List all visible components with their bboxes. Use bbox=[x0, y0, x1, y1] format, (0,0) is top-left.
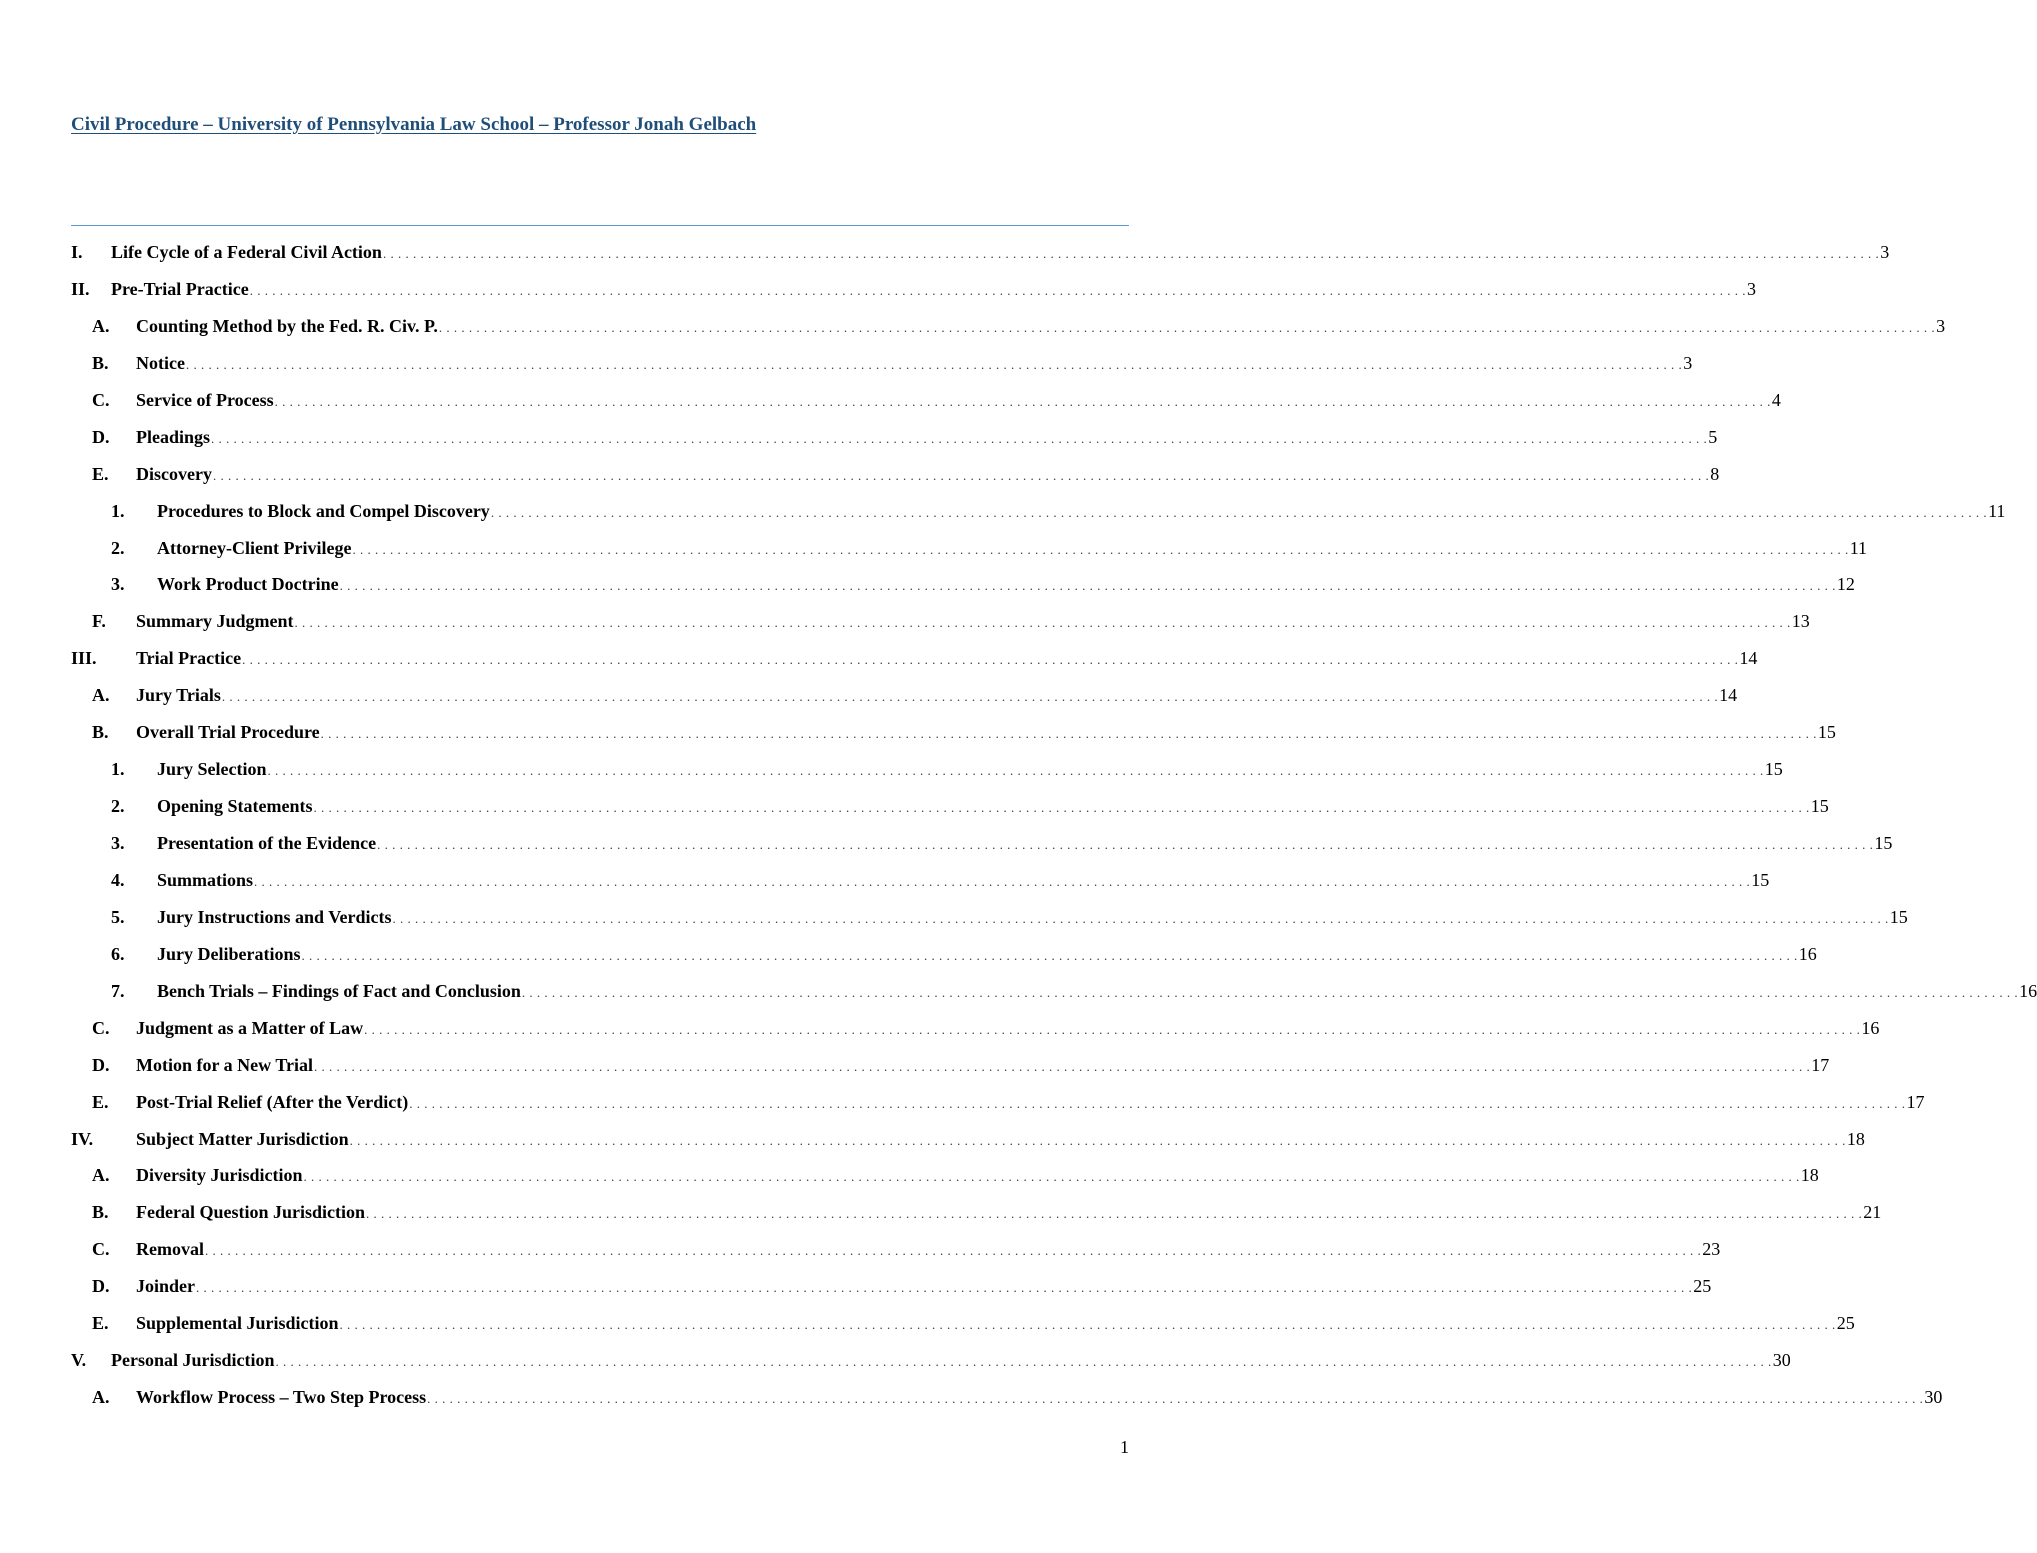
toc-entry-page: 5 bbox=[1708, 426, 1718, 447]
toc-dot-leader: . . . . . . . . . . . . . . . . . . . . . . . . . . . . . . . . . . . . . . . . . . . . . . . . . . . . . . . . . . . . . . . . . . . . . . . . . . . . . . . . . . . . . . . . . . . . . . . . . . . . . . . . . . . . . . . . . . . . . . . . . . . . . . . . . . . . . . . . . . . . . . . . . . . . . . . . . . . . . . . . . . . . . . . . . . . . . . . . . . . . . . . . . . . . . . . . . . . . . . . . bbox=[364, 1021, 1861, 1037]
toc-entry[interactable] bbox=[71, 1157, 1819, 1194]
toc-entry-line bbox=[136, 315, 1946, 337]
toc-entry-number: III. bbox=[71, 648, 97, 669]
toc-entry-number: V. bbox=[71, 1350, 87, 1371]
toc-entry-line bbox=[136, 1054, 1830, 1076]
toc-entry-line bbox=[157, 869, 1770, 891]
toc-entry[interactable] bbox=[71, 1231, 1721, 1268]
toc-dot-leader: . . . . . . . . . . . . . . . . . . . . . . . . . . . . . . . . . . . . . . . . . . . . . . . . . . . . . . . . . . . . . . . . . . . . . . . . . . . . . . . . . . . . . . . . . . . . . . . . . . . . . . . . . . . . . . . . . . . . . . . . . . . . . . . . . . . . . . . . . . . . . . . . . . . . . . . . . . . . . . . . . . . . . . . . . . . . . . . . . . . . . . . . . . . . . . . . . . . . . . . . bbox=[294, 615, 1791, 631]
page-number: 1 bbox=[1120, 1437, 1129, 1457]
toc-entry-number: 1. bbox=[111, 500, 125, 521]
toc-entry-title[interactable]: Notice bbox=[136, 352, 185, 373]
toc-entry-title[interactable]: Jury Trials bbox=[136, 685, 221, 706]
toc-entry-number: 2. bbox=[111, 796, 125, 817]
toc-entry-title[interactable]: Life Cycle of a Federal Civil Action bbox=[111, 242, 382, 262]
toc-entry-title[interactable]: Workflow Process – Two Step Process bbox=[136, 1387, 427, 1408]
toc-entry-line bbox=[136, 648, 1758, 669]
toc-entry-title[interactable]: Post-Trial Relief (After the Verdict) bbox=[136, 1091, 409, 1112]
toc-entry-page: 15 bbox=[1764, 759, 1783, 780]
toc-entry-title[interactable]: Supplemental Jurisdiction bbox=[136, 1313, 339, 1334]
toc-dot-leader: . . . . . . . . . . . . . . . . . . . . . . . . . . . . . . . . . . . . . . . . . . . . . . . . . . . . . . . . . . . . . . . . . . . . . . . . . . . . . . . . . . . . . . . . . . . . . . . . . . . . . . . . . . . . . . . . . . . . . . . . . . . . . . . . . . . . . . . . . . . . . . . . . . . . . . . . . . . . . . . . . . . . . . . . . . . . . . . . . . . . . . . . . . . . . . . . . . . . . . . . bbox=[409, 1095, 1906, 1111]
toc-dot-leader: . . . . . . . . . . . . . . . . . . . . . . . . . . . . . . . . . . . . . . . . . . . . . . . . . . . . . . . . . . . . . . . . . . . . . . . . . . . . . . . . . . . . . . . . . . . . . . . . . . . . . . . . . . . . . . . . . . . . . . . . . . . . . . . . . . . . . . . . . . . . . . . . . . . . . . . . . . . . . . . . . . . . . . . . . . . . . . . . . . . . . . . . . . . . . . . . . . . . . . . . bbox=[249, 282, 1747, 298]
table-of-contents bbox=[71, 234, 2037, 1416]
toc-entry-line bbox=[157, 943, 1817, 965]
toc-entry-page: 18 bbox=[1800, 1165, 1819, 1186]
toc-entry[interactable] bbox=[71, 751, 1783, 788]
toc-entry-page: 3 bbox=[1747, 278, 1757, 299]
toc-dot-leader: . . . . . . . . . . . . . . . . . . . . . . . . . . . . . . . . . . . . . . . . . . . . . . . . . . . . . . . . . . . . . . . . . . . . . . . . . . . . . . . . . . . . . . . . . . . . . . . . . . . . . . . . . . . . . . . . . . . . . . . . . . . . . . . . . . . . . . . . . . . . . . . . . . . . . . . . . . . . . . . . . . . . . . . . . . . . . . . . . . . . . . . . . . . . . . . . . . . . . . . . bbox=[242, 652, 1739, 668]
toc-dot-leader: . . . . . . . . . . . . . . . . . . . . . . . . . . . . . . . . . . . . . . . . . . . . . . . . . . . . . . . . . . . . . . . . . . . . . . . . . . . . . . . . . . . . . . . . . . . . . . . . . . . . . . . . . . . . . . . . . . . . . . . . . . . . . . . . . . . . . . . . . . . . . . . . . . . . . . . . . . . . . . . . . . . . . . . . . . . . . . . . . . . . . . . . . . . . . . . . . . . . . . . . bbox=[303, 1169, 1800, 1185]
toc-entry-line bbox=[136, 1091, 1925, 1113]
toc-entry-title[interactable]: Attorney-Client Privilege bbox=[157, 537, 352, 558]
toc-entry-line bbox=[136, 352, 1693, 374]
toc-dot-leader: . . . . . . . . . . . . . . . . . . . . . . . . . . . . . . . . . . . . . . . . . . . . . . . . . . . . . . . . . . . . . . . . . . . . . . . . . . . . . . . . . . . . . . . . . . . . . . . . . . . . . . . . . . . . . . . . . . . . . . . . . . . . . . . . . . . . . . . . . . . . . . . . . . . . . . . . . . . . . . . . . . . . . . . . . . . . . . . . . . . . . . . . . . . . . . . . . . . . . . . . bbox=[521, 984, 2019, 1000]
toc-dot-leader: . . . . . . . . . . . . . . . . . . . . . . . . . . . . . . . . . . . . . . . . . . . . . . . . . . . . . . . . . . . . . . . . . . . . . . . . . . . . . . . . . . . . . . . . . . . . . . . . . . . . . . . . . . . . . . . . . . . . . . . . . . . . . . . . . . . . . . . . . . . . . . . . . . . . . . . . . . . . . . . . . . . . . . . . . . . . . . . . . . . . . . . . . . . . . . . . . . . . . . . . bbox=[377, 837, 1874, 852]
toc-entry-title[interactable]: Personal Jurisdiction bbox=[111, 1350, 275, 1371]
toc-dot-leader: . . . . . . . . . . . . . . . . . . . . . . . . . . . . . . . . . . . . . . . . . . . . . . . . . . . . . . . . . . . . . . . . . . . . . . . . . . . . . . . . . . . . . . . . . . . . . . . . . . . . . . . . . . . . . . . . . . . . . . . . . . . . . . . . . . . . . . . . . . . . . . . . . . . . . . . . . . . . . . . . . . . . . . . . . . . . . . . . . . . . . . . . . . . . . . . . . . . . . . . . bbox=[301, 947, 1798, 963]
toc-entry-number: 4. bbox=[111, 869, 125, 890]
toc-entry-title[interactable]: Subject Matter Jurisdiction bbox=[136, 1128, 349, 1149]
toc-entry[interactable] bbox=[71, 530, 1868, 567]
toc-dot-leader: . . . . . . . . . . . . . . . . . . . . . . . . . . . . . . . . . . . . . . . . . . . . . . . . . . . . . . . . . . . . . . . . . . . . . . . . . . . . . . . . . . . . . . . . . . . . . . . . . . . . . . . . . . . . . . . . . . . . . . . . . . . . . . . . . . . . . . . . . . . . . . . . . . . . . . . . . . . . . . . . . . . . . . . . . . . . . . . . . . . . . . . . . . . . . . . . . . . . . . . . bbox=[392, 910, 1889, 926]
toc-entry-number: 5. bbox=[111, 906, 125, 927]
toc-entry[interactable] bbox=[71, 566, 1855, 603]
toc-entry-number: B. bbox=[92, 722, 109, 743]
toc-entry-title[interactable]: Joinder bbox=[136, 1276, 196, 1297]
toc-entry-title[interactable]: Summations bbox=[157, 869, 254, 890]
toc-entry-title[interactable]: Pre-Trial Practice bbox=[111, 278, 249, 299]
toc-entry-line bbox=[136, 1239, 1721, 1260]
toc-divider bbox=[71, 225, 1129, 226]
toc-dot-leader: . . . . . . . . . . . . . . . . . . . . . . . . . . . . . . . . . . . . . . . . . . . . . . . . . . . . . . . . . . . . . . . . . . . . . . . . . . . . . . . . . . . . . . . . . . . . . . . . . . . . . . . . . . . . . . . . . . . . . . . . . . . . . . . . . . . . . . . . . . . . . . . . . . . . . . . . . . . . . . . . . . . . . . . . . . . . . . . . . . . . . . . . . . . . . . . . . . . . . . . . bbox=[366, 1206, 1863, 1222]
toc-entry[interactable] bbox=[71, 1379, 1943, 1416]
toc-entry-page: 12 bbox=[1836, 574, 1855, 595]
toc-entry-title[interactable]: Motion for a New Trial bbox=[136, 1054, 313, 1075]
toc-dot-leader: . . . . . . . . . . . . . . . . . . . . . . . . . . . . . . . . . . . . . . . . . . . . . . . . . . . . . . . . . . . . . . . . . . . . . . . . . . . . . . . . . . . . . . . . . . . . . . . . . . . . . . . . . . . . . . . . . . . . . . . . . . . . . . . . . . . . . . . . . . . . . . . . . . . . . . . . . . . . . . . . . . . . . . . . . . . . . . . . . . . . . . . . . . . . . . . . . . . . . . . . bbox=[427, 1391, 1924, 1407]
toc-entry-number: A. bbox=[92, 685, 110, 706]
toc-entry-title[interactable]: Jury Deliberations bbox=[157, 943, 301, 964]
toc-entry-number: C. bbox=[92, 1017, 110, 1038]
toc-entry-page: 16 bbox=[1861, 1017, 1880, 1038]
toc-entry[interactable] bbox=[71, 1121, 1865, 1158]
toc-entry[interactable] bbox=[71, 1305, 1855, 1342]
toc-entry-title[interactable]: Trial Practice bbox=[136, 648, 242, 669]
toc-entry[interactable] bbox=[71, 1194, 1882, 1231]
toc-dot-leader: . . . . . . . . . . . . . . . . . . . . . . . . . . . . . . . . . . . . . . . . . . . . . . . . . . . . . . . . . . . . . . . . . . . . . . . . . . . . . . . . . . . . . . . . . . . . . . . . . . . . . . . . . . . . . . . . . . . . . . . . . . . . . . . . . . . . . . . . . . . . . . . . . . . . . . . . . . . . . . . . . . . . . . . . . . . . . . . . . . . . . . . . . . . . . . . . . . . . . . . . bbox=[196, 1280, 1693, 1296]
toc-dot-leader: . . . . . . . . . . . . . . . . . . . . . . . . . . . . . . . . . . . . . . . . . . . . . . . . . . . . . . . . . . . . . . . . . . . . . . . . . . . . . . . . . . . . . . . . . . . . . . . . . . . . . . . . . . . . . . . . . . . . . . . . . . . . . . . . . . . . . . . . . . . . . . . . . . . . . . . . . . . . . . . . . . . . . . . . . . . . . . . . . . . . . . . . . . . . . . . . . . . . . . . . bbox=[490, 504, 1988, 520]
toc-entry[interactable] bbox=[71, 677, 1738, 714]
toc-dot-leader: . . . . . . . . . . . . . . . . . . . . . . . . . . . . . . . . . . . . . . . . . . . . . . . . . . . . . . . . . . . . . . . . . . . . . . . . . . . . . . . . . . . . . . . . . . . . . . . . . . . . . . . . . . . . . . . . . . . . . . . . . . . . . . . . . . . . . . . . . . . . . . . . . . . . . . . . . . . . . . . . . . . . . . . . . . . . . . . . . . . . . . . . . . . . . . . . . . . . . . . . bbox=[274, 393, 1771, 409]
toc-entry-page: 4 bbox=[1771, 389, 1781, 410]
toc-entry-page: 17 bbox=[1906, 1091, 1925, 1112]
toc-entry-page: 30 bbox=[1924, 1387, 1943, 1408]
toc-entry[interactable] bbox=[71, 345, 1693, 382]
toc-dot-leader: . . . . . . . . . . . . . . . . . . . . . . . . . . . . . . . . . . . . . . . . . . . . . . . . . . . . . . . . . . . . . . . . . . . . . . . . . . . . . . . . . . . . . . . . . . . . . . . . . . . . . . . . . . . . . . . . . . . . . . . . . . . . . . . . . . . . . . . . . . . . . . . . . . . . . . . . . . . . . . . . . . . . . . . . . . . . . . . . . . . . . . . . . . . . . . . . . . . . . . . . bbox=[204, 1243, 1702, 1259]
toc-entry-number: C. bbox=[92, 1239, 110, 1260]
toc-entry[interactable] bbox=[71, 862, 1770, 899]
toc-entry-page: 16 bbox=[1798, 943, 1817, 964]
toc-entry-number: D. bbox=[92, 426, 110, 447]
toc-dot-leader: . . . . . . . . . . . . . . . . . . . . . . . . . . . . . . . . . . . . . . . . . . . . . . . . . . . . . . . . . . . . . . . . . . . . . . . . . . . . . . . . . . . . . . . . . . . . . . . . . . . . . . . . . . . . . . . . . . . . . . . . . . . . . . . . . . . . . . . . . . . . . . . . . . . . . . . . . . . . . . . . . . . . . . . . . . . . . . . . . . . . . . . . . . . . . . . . . . . . . . . . bbox=[438, 319, 1936, 335]
toc-dot-leader: . . . . . . . . . . . . . . . . . . . . . . . . . . . . . . . . . . . . . . . . . . . . . . . . . . . . . . . . . . . . . . . . . . . . . . . . . . . . . . . . . . . . . . . . . . . . . . . . . . . . . . . . . . . . . . . . . . . . . . . . . . . . . . . . . . . . . . . . . . . . . . . . . . . . . . . . . . . . . . . . . . . . . . . . . . . . . . . . . . . . . . . . . . . . . . . . . . . . . . . . bbox=[211, 430, 1708, 446]
toc-entry-title[interactable]: Presentation of the Evidence bbox=[157, 833, 377, 853]
document-title: Civil Procedure – University of Pennsylvania Law School – Professor Jonah Gelbach bbox=[71, 114, 757, 135]
toc-entry-number: IV. bbox=[71, 1128, 94, 1149]
toc-entry-line bbox=[157, 796, 1829, 817]
toc-entry[interactable] bbox=[71, 456, 1720, 493]
toc-entry-page: 15 bbox=[1817, 722, 1836, 743]
toc-entry-number: A. bbox=[92, 1387, 110, 1408]
toc-entry-number: 6. bbox=[111, 943, 125, 964]
toc-entry-line bbox=[111, 242, 1890, 263]
toc-entry-title[interactable]: Pleadings bbox=[136, 426, 211, 447]
toc-dot-leader: . . . . . . . . . . . . . . . . . . . . . . . . . . . . . . . . . . . . . . . . . . . . . . . . . . . . . . . . . . . . . . . . . . . . . . . . . . . . . . . . . . . . . . . . . . . . . . . . . . . . . . . . . . . . . . . . . . . . . . . . . . . . . . . . . . . . . . . . . . . . . . . . . . . . . . . . . . . . . . . . . . . . . . . . . . . . . . . . . . . . . . . . . . . . . . . . . . . . . . . . bbox=[352, 541, 1849, 557]
toc-dot-leader: . . . . . . . . . . . . . . . . . . . . . . . . . . . . . . . . . . . . . . . . . . . . . . . . . . . . . . . . . . . . . . . . . . . . . . . . . . . . . . . . . . . . . . . . . . . . . . . . . . . . . . . . . . . . . . . . . . . . . . . . . . . . . . . . . . . . . . . . . . . . . . . . . . . . . . . . . . . . . . . . . . . . . . . . . . . . . . . . . . . . . . . . . . . . . . . . . . . . . . . . bbox=[185, 356, 1683, 372]
toc-entry-line bbox=[157, 906, 1908, 928]
toc-entry-title[interactable]: Service of Process bbox=[136, 389, 274, 410]
toc-entry-title[interactable]: Jury Selection bbox=[157, 759, 267, 780]
toc-dot-leader: . . . . . . . . . . . . . . . . . . . . . . . . . . . . . . . . . . . . . . . . . . . . . . . . . . . . . . . . . . . . . . . . . . . . . . . . . . . . . . . . . . . . . . . . . . . . . . . . . . . . . . . . . . . . . . . . . . . . . . . . . . . . . . . . . . . . . . . . . . . . . . . . . . . . . . . . . . . . . . . . . . . . . . . . . . . . . . . . . . . . . . . . . . . . . . . . . . . . . . . . bbox=[221, 689, 1719, 705]
toc-entry-title[interactable]: Diversity Jurisdiction bbox=[136, 1165, 303, 1186]
toc-entry-line bbox=[136, 1202, 1882, 1223]
toc-entry-line bbox=[136, 1276, 1712, 1297]
toc-entry-line bbox=[157, 980, 2037, 1002]
toc-entry-page: 11 bbox=[1988, 500, 2006, 521]
toc-entry-line bbox=[136, 1017, 1880, 1039]
toc-entry-line bbox=[136, 426, 1718, 448]
toc-entry-title[interactable]: Work Product Doctrine bbox=[157, 574, 339, 595]
toc-entry[interactable] bbox=[71, 493, 2006, 530]
toc-entry-line bbox=[136, 1128, 1865, 1150]
toc-entry-line bbox=[157, 833, 1893, 854]
toc-entry-page: 8 bbox=[1710, 463, 1720, 484]
toc-entry-number: E. bbox=[92, 1091, 109, 1112]
toc-entry-title[interactable]: Judgment as a Matter of Law bbox=[136, 1017, 364, 1038]
toc-entry-page: 18 bbox=[1846, 1128, 1865, 1149]
toc-entry-number: 7. bbox=[111, 980, 125, 1001]
toc-entry-number: B. bbox=[92, 1202, 109, 1223]
toc-entry[interactable] bbox=[71, 714, 1836, 751]
toc-entry-line bbox=[136, 685, 1738, 706]
toc-entry-line bbox=[157, 537, 1868, 559]
toc-entry-number: E. bbox=[92, 1313, 109, 1334]
toc-entry-title[interactable]: Opening Statements bbox=[157, 796, 313, 817]
toc-entry[interactable] bbox=[71, 1047, 1830, 1084]
toc-entry-number: B. bbox=[92, 352, 109, 373]
toc-entry-page: 25 bbox=[1836, 1313, 1855, 1334]
toc-entry[interactable] bbox=[71, 973, 2037, 1010]
toc-entry[interactable] bbox=[71, 1268, 1712, 1305]
toc-dot-leader: . . . . . . . . . . . . . . . . . . . . . . . . . . . . . . . . . . . . . . . . . . . . . . . . . . . . . . . . . . . . . . . . . . . . . . . . . . . . . . . . . . . . . . . . . . . . . . . . . . . . . . . . . . . . . . . . . . . . . . . . . . . . . . . . . . . . . . . . . . . . . . . . . . . . . . . . . . . . . . . . . . . . . . . . . . . . . . . . . . . . . . . . . . . . . . . . . . . . . . . . bbox=[275, 1354, 1772, 1370]
toc-entry[interactable] bbox=[71, 382, 1781, 419]
toc-entry-title[interactable]: Federal Question Jurisdiction bbox=[136, 1202, 365, 1223]
toc-entry-number: 3. bbox=[111, 574, 125, 595]
toc-dot-leader: . . . . . . . . . . . . . . . . . . . . . . . . . . . . . . . . . . . . . . . . . . . . . . . . . . . . . . . . . . . . . . . . . . . . . . . . . . . . . . . . . . . . . . . . . . . . . . . . . . . . . . . . . . . . . . . . . . . . . . . . . . . . . . . . . . . . . . . . . . . . . . . . . . . . . . . . . . . . . . . . . . . . . . . . . . . . . . . . . . . . . . . . . . . . . . . . . . . . . . . . bbox=[254, 873, 1751, 889]
toc-entry-page: 25 bbox=[1693, 1276, 1712, 1297]
toc-entry-number: II. bbox=[71, 278, 90, 299]
toc-entry-line bbox=[136, 389, 1781, 411]
toc-entry-number: D. bbox=[92, 1276, 110, 1297]
toc-entry[interactable] bbox=[71, 603, 1810, 640]
toc-dot-leader: . . . . . . . . . . . . . . . . . . . . . . . . . . . . . . . . . . . . . . . . . . . . . . . . . . . . . . . . . . . . . . . . . . . . . . . . . . . . . . . . . . . . . . . . . . . . . . . . . . . . . . . . . . . . . . . . . . . . . . . . . . . . . . . . . . . . . . . . . . . . . . . . . . . . . . . . . . . . . . . . . . . . . . . . . . . . . . . . . . . . . . . . . . . . . . . . . . . . . . . . bbox=[339, 578, 1836, 594]
toc-entry-page: 21 bbox=[1863, 1202, 1882, 1223]
toc-entry-line bbox=[136, 1165, 1819, 1186]
toc-entry-line bbox=[157, 500, 2006, 522]
toc-entry[interactable] bbox=[71, 640, 1758, 677]
toc-entry-number: 3. bbox=[111, 833, 125, 853]
toc-entry-page: 16 bbox=[2019, 980, 2037, 1001]
toc-entry-page: 30 bbox=[1772, 1350, 1791, 1371]
toc-entry-page: 15 bbox=[1810, 796, 1829, 817]
toc-entry-page: 14 bbox=[1719, 685, 1738, 706]
toc-entry[interactable] bbox=[71, 788, 1829, 825]
toc-entry-page: 14 bbox=[1739, 648, 1758, 669]
toc-entry-line bbox=[157, 759, 1783, 780]
toc-entry-number: D. bbox=[92, 1054, 110, 1075]
toc-entry[interactable] bbox=[71, 936, 1817, 973]
toc-entry-line bbox=[111, 278, 1757, 300]
toc-entry-title[interactable]: Summary Judgment bbox=[136, 611, 294, 632]
toc-entry[interactable] bbox=[71, 308, 1946, 345]
toc-entry-page: 3 bbox=[1683, 352, 1693, 373]
toc-entry-page: 15 bbox=[1889, 906, 1908, 927]
toc-entry-line bbox=[111, 1350, 1791, 1371]
toc-entry[interactable] bbox=[71, 825, 1893, 862]
toc-entry-number: F. bbox=[92, 611, 106, 632]
toc-entry[interactable] bbox=[71, 899, 1908, 936]
toc-entry-page: 17 bbox=[1811, 1054, 1830, 1075]
toc-dot-leader: . . . . . . . . . . . . . . . . . . . . . . . . . . . . . . . . . . . . . . . . . . . . . . . . . . . . . . . . . . . . . . . . . . . . . . . . . . . . . . . . . . . . . . . . . . . . . . . . . . . . . . . . . . . . . . . . . . . . . . . . . . . . . . . . . . . . . . . . . . . . . . . . . . . . . . . . . . . . . . . . . . . . . . . . . . . . . . . . . . . . . . . . . . . . . . . . . . . . . . . . bbox=[339, 1317, 1836, 1333]
toc-entry[interactable] bbox=[71, 419, 1718, 456]
toc-entry-title[interactable]: Overall Trial Procedure bbox=[136, 722, 320, 743]
toc-entry-title[interactable]: Counting Method by the Fed. R. Civ. P. bbox=[136, 315, 438, 336]
toc-entry-line bbox=[136, 722, 1836, 743]
toc-entry-number: C. bbox=[92, 389, 110, 410]
toc-dot-leader: . . . . . . . . . . . . . . . . . . . . . . . . . . . . . . . . . . . . . . . . . . . . . . . . . . . . . . . . . . . . . . . . . . . . . . . . . . . . . . . . . . . . . . . . . . . . . . . . . . . . . . . . . . . . . . . . . . . . . . . . . . . . . . . . . . . . . . . . . . . . . . . . . . . . . . . . . . . . . . . . . . . . . . . . . . . . . . . . . . . . . . . . . . . . . . . . . . . . . . . . bbox=[212, 467, 1710, 483]
toc-entry-page: 15 bbox=[1874, 833, 1893, 853]
toc-entry-number: E. bbox=[92, 463, 109, 484]
toc-entry-number: A. bbox=[92, 1165, 110, 1186]
toc-entry-line bbox=[136, 463, 1720, 485]
toc-dot-leader: . . . . . . . . . . . . . . . . . . . . . . . . . . . . . . . . . . . . . . . . . . . . . . . . . . . . . . . . . . . . . . . . . . . . . . . . . . . . . . . . . . . . . . . . . . . . . . . . . . . . . . . . . . . . . . . . . . . . . . . . . . . . . . . . . . . . . . . . . . . . . . . . . . . . . . . . . . . . . . . . . . . . . . . . . . . . . . . . . . . . . . . . . . . . . . . . . . . . . . . . bbox=[320, 726, 1817, 742]
toc-entry-title[interactable]: Jury Instructions and Verdicts bbox=[157, 906, 392, 927]
toc-dot-leader: . . . . . . . . . . . . . . . . . . . . . . . . . . . . . . . . . . . . . . . . . . . . . . . . . . . . . . . . . . . . . . . . . . . . . . . . . . . . . . . . . . . . . . . . . . . . . . . . . . . . . . . . . . . . . . . . . . . . . . . . . . . . . . . . . . . . . . . . . . . . . . . . . . . . . . . . . . . . . . . . . . . . . . . . . . . . . . . . . . . . . . . . . . . . . . . . . . . . . . . . bbox=[382, 246, 1880, 261]
toc-entry-number: 1. bbox=[111, 759, 125, 780]
toc-entry-number: A. bbox=[92, 315, 110, 336]
toc-entry[interactable] bbox=[71, 1010, 1880, 1047]
toc-entry[interactable] bbox=[71, 1342, 1791, 1379]
toc-entry-page: 3 bbox=[1880, 242, 1890, 262]
toc-entry-page: 3 bbox=[1936, 315, 1946, 336]
toc-dot-leader: . . . . . . . . . . . . . . . . . . . . . . . . . . . . . . . . . . . . . . . . . . . . . . . . . . . . . . . . . . . . . . . . . . . . . . . . . . . . . . . . . . . . . . . . . . . . . . . . . . . . . . . . . . . . . . . . . . . . . . . . . . . . . . . . . . . . . . . . . . . . . . . . . . . . . . . . . . . . . . . . . . . . . . . . . . . . . . . . . . . . . . . . . . . . . . . . . . . . . . . . bbox=[313, 800, 1810, 816]
toc-entry-line bbox=[136, 1313, 1855, 1334]
toc-entry-page: 13 bbox=[1791, 611, 1810, 632]
toc-dot-leader: . . . . . . . . . . . . . . . . . . . . . . . . . . . . . . . . . . . . . . . . . . . . . . . . . . . . . . . . . . . . . . . . . . . . . . . . . . . . . . . . . . . . . . . . . . . . . . . . . . . . . . . . . . . . . . . . . . . . . . . . . . . . . . . . . . . . . . . . . . . . . . . . . . . . . . . . . . . . . . . . . . . . . . . . . . . . . . . . . . . . . . . . . . . . . . . . . . . . . . . . bbox=[313, 1058, 1811, 1074]
toc-entry[interactable] bbox=[71, 234, 1890, 271]
toc-entry-line bbox=[136, 611, 1810, 632]
toc-entry-title[interactable]: Removal bbox=[136, 1239, 204, 1260]
toc-dot-leader: . . . . . . . . . . . . . . . . . . . . . . . . . . . . . . . . . . . . . . . . . . . . . . . . . . . . . . . . . . . . . . . . . . . . . . . . . . . . . . . . . . . . . . . . . . . . . . . . . . . . . . . . . . . . . . . . . . . . . . . . . . . . . . . . . . . . . . . . . . . . . . . . . . . . . . . . . . . . . . . . . . . . . . . . . . . . . . . . . . . . . . . . . . . . . . . . . . . . . . . . bbox=[267, 763, 1764, 779]
toc-entry[interactable] bbox=[71, 1084, 1925, 1121]
toc-entry-title[interactable]: Bench Trials – Findings of Fact and Conclusion bbox=[157, 980, 521, 1001]
toc-dot-leader: . . . . . . . . . . . . . . . . . . . . . . . . . . . . . . . . . . . . . . . . . . . . . . . . . . . . . . . . . . . . . . . . . . . . . . . . . . . . . . . . . . . . . . . . . . . . . . . . . . . . . . . . . . . . . . . . . . . . . . . . . . . . . . . . . . . . . . . . . . . . . . . . . . . . . . . . . . . . . . . . . . . . . . . . . . . . . . . . . . . . . . . . . . . . . . . . . . . . . . . . bbox=[349, 1132, 1846, 1148]
toc-entry-page: 15 bbox=[1751, 869, 1770, 890]
toc-entry-page: 23 bbox=[1702, 1239, 1721, 1260]
toc-entry-title[interactable]: Discovery bbox=[136, 463, 212, 484]
toc-entry-page: 11 bbox=[1849, 537, 1868, 558]
toc-entry-title[interactable]: Procedures to Block and Compel Discovery bbox=[157, 500, 490, 521]
toc-entry-number: 2. bbox=[111, 537, 125, 558]
toc-entry-line bbox=[136, 1387, 1943, 1408]
toc-entry-line bbox=[157, 574, 1855, 595]
toc-entry[interactable] bbox=[71, 271, 1757, 308]
toc-entry-number: I. bbox=[71, 242, 83, 262]
